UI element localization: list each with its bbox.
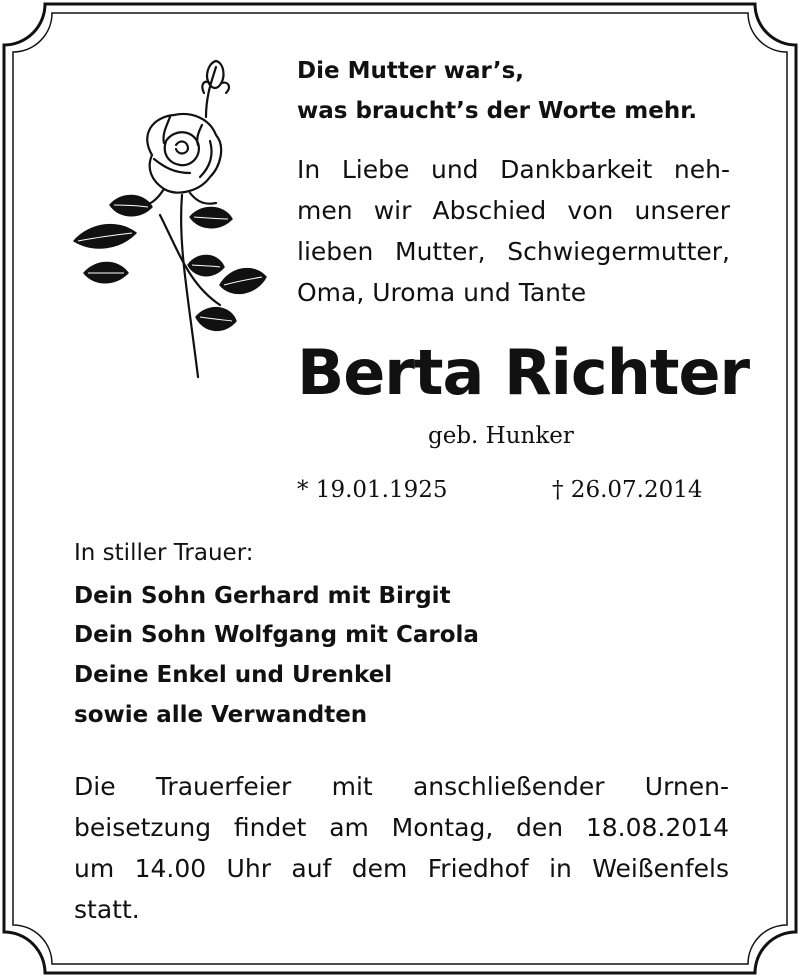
intro-line: men wir Abschied von unserer [297,196,730,225]
mourners-heading: In stiller Trauer: [74,540,254,566]
birth-name: geb. Hunker [428,423,574,449]
quote-line-2: was braucht’s der Worte mehr. [297,98,698,124]
mourner-line: sowie alle Verwandten [74,702,368,728]
quote-line-1: Die Mutter war’s, [297,58,525,84]
intro-line: lieben Mutter, Schwiegermutter, [297,237,730,266]
mourner-line: Dein Sohn Gerhard mit Birgit [74,583,451,609]
intro-line: In Liebe und Dankbarkeit neh- [297,155,730,184]
intro-line: Oma, Uroma und Tante [297,278,587,307]
mourner-line: Deine Enkel und Urenkel [74,662,393,688]
deceased-name: Berta Richter [297,336,750,409]
rose-icon [70,55,270,380]
funeral-line: Die Trauerfeier mit anschließender Urnen- [74,772,729,801]
birth-date: * 19.01.1925 [297,477,448,503]
death-date: † 26.07.2014 [552,477,703,503]
funeral-line: statt. [74,895,140,924]
funeral-line: um 14.00 Uhr auf dem Friedhof in Weißenfels [74,854,729,883]
mourner-line: Dein Sohn Wolfgang mit Carola [74,622,479,648]
funeral-line: beisetzung findet am Montag, den 18.08.2014 [74,813,729,842]
